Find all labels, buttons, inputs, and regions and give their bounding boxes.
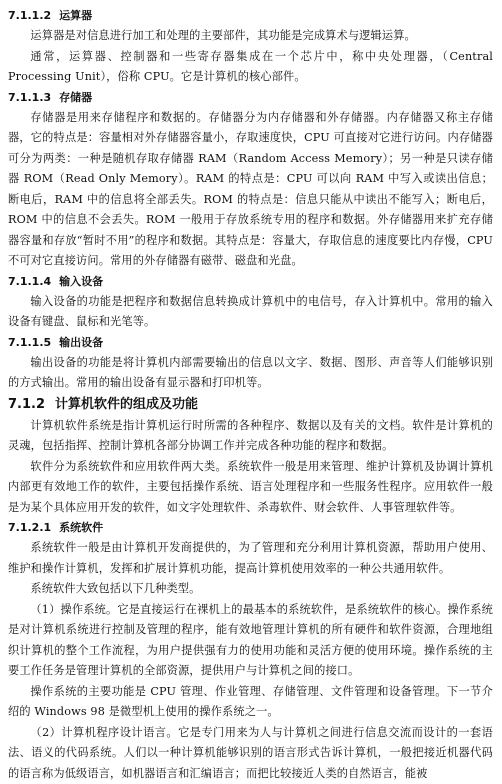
heading-title: 输出设备 [59, 336, 103, 349]
heading-title: 运算器 [59, 9, 92, 22]
heading-title: 计算机软件的组成及功能 [55, 397, 198, 412]
body-paragraph: （2）计算机程序设计语言。它是专门用来为人与计算机之间进行信息交流而设计的一套语法、语义的代码系统。人们以一种计算机能够识别的语言形式告诉计算机，一般把接近机器代码的语言称为低级语言，如机器语言和汇编语言；而把比较接近人类的自然语言，能被 [8, 723, 493, 784]
heading-title: 输入设备 [59, 275, 103, 288]
body-paragraph: 输入设备的功能是把程序和数据信息转换成计算机中的电信号，存入计算机中。常用的输入设备有键盘、鼠标和光笔等。 [8, 292, 493, 333]
body-paragraph: 通常，运算器、控制器和一些寄存器集成在一个芯片中，称中央处理器，（Central Processing Unit），俗称 CPU。它是计算机的核心部件。 [8, 47, 493, 88]
body-paragraph: 存储器是用来存储程序和数据的。存储器分为内存储器和外存储器。内存储器又称主存储器，它的特点是：容量相对外存储器容量小，存取速度快，CPU 可直接对它进行访问。内存储器可分为两类：一种是随机存取存储器 RAM（Random Access Memory）；另一种是只读存储器 ROM（Read Only Memory）。RAM 的特点是：CPU 可以向 RAM 中写入或读出信息；断电后，RAM 中的信息将全部丢失。ROM 的特点是：信息只能从中读出不能写入；断电后，ROM 中的信息不会丢失。ROM 一般用于存放系统专用的程序和数据。外存储器用来扩充存储器容量和存放“暂时不用”的程序和数据。其特点是：容量大，存取信息的速度要比内存慢，CPU 不可对它直接访问。常用的外存储器有磁带、磁盘和光盘。 [8, 108, 493, 272]
body-paragraph: 操作系统的主要功能是 CPU 管理、作业管理、存储管理、文件管理和设备管理。下一节介绍的 Windows 98 是微型机上使用的操作系统之一。 [8, 682, 493, 723]
heading-number: 7.1.1.4 [8, 275, 51, 288]
heading-number: 7.1.1.3 [8, 91, 51, 104]
heading-title: 存储器 [59, 91, 92, 104]
heading-number: 7.1.1.5 [8, 336, 51, 349]
section-heading [8, 394, 493, 416]
subsection-heading [8, 272, 493, 292]
body-paragraph: 输出设备的功能是将计算机内部需要输出的信息以文字、数据、图形、声音等人们能够识别的方式输出。常用的输出设备有显示器和打印机等。 [8, 353, 493, 394]
heading-number: 7.1.1.2 [8, 9, 51, 22]
heading-title: 系统软件 [59, 521, 103, 534]
subsection-heading [8, 6, 493, 26]
heading-number: 7.1.2 [8, 397, 45, 412]
heading-number: 7.1.2.1 [8, 521, 51, 534]
body-paragraph: 计算机软件系统是指计算机运行时所需的各种程序、数据以及有关的文档。软件是计算机的灵魂，包括指挥、控制计算机各部分协调工作并完成各种功能的程序和数据。 [8, 416, 493, 457]
body-paragraph: 软件分为系统软件和应用软件两大类。系统软件一般是用来管理、维护计算机及协调计算机内部更有效地工作的软件，主要包括操作系统、语言处理程序和一些服务性程序。应用软件一般是为某个具体应用开发的软件，如文字处理软件、杀毒软件、财会软件、人事管理软件等。 [8, 457, 493, 519]
body-paragraph: 系统软件一般是由计算机开发商提供的，为了管理和充分利用计算机资源，帮助用户使用、维护和操作计算机，发挥和扩展计算机功能，提高计算机使用效率的一种公共通用软件。 [8, 538, 493, 579]
body-paragraph: 运算器是对信息进行加工和处理的主要部件，其功能是完成算术与逻辑运算。 [8, 26, 493, 47]
subsection-heading [8, 88, 493, 108]
body-paragraph: 系统软件大致包括以下几种类型。 [8, 579, 493, 600]
subsection-heading [8, 333, 493, 353]
body-paragraph: （1）操作系统。它是直接运行在裸机上的最基本的系统软件，是系统软件的核心。操作系统是对计算机系统进行控制及管理的程序，能有效地管理计算机的所有硬件和软件资源，合理地组织计算机的整个工作流程，为用户提供强有力的使用功能和灵活方便的使用环境。操作系统的主要工作任务是管理计算机的全部资源，提供用户与计算机之间的接口。 [8, 600, 493, 682]
subsection-heading [8, 518, 493, 538]
